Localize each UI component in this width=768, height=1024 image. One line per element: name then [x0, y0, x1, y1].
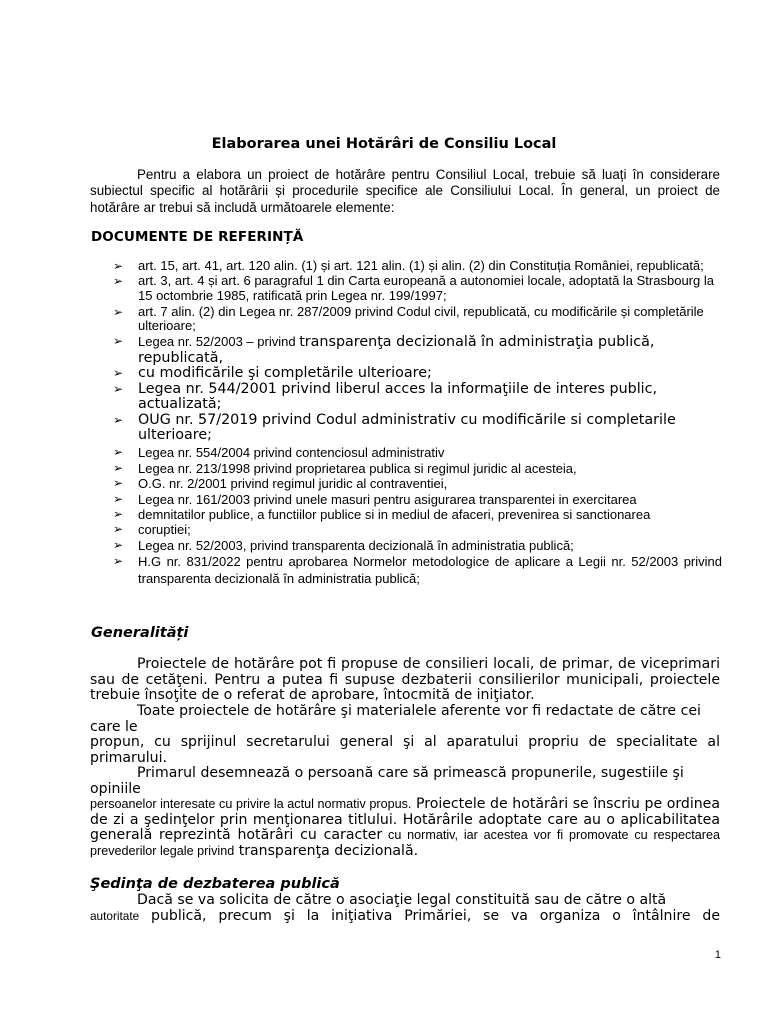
bullet-arrow-icon: ➢: [113, 381, 124, 396]
bullet-arrow-icon: ➢: [113, 491, 124, 506]
general-paragraph-3-rest: persoanelor interesate cu privire la actul normativ propus. Proiectele de hotărâri se înscriu pe ordinea de zi a şedinţelor prin menţionarea titlului. Hotărârile adoptate care au o aplicabilitatea generală reprezintă hotărâri cu caracter cu normativ, iar acestea vor fi promovate cu respectarea prevederilor legale privind transparenţa decizională.: [90, 796, 720, 859]
list-item: ➢ art. 7 alin. (2) din Legea nr. 287/2009 privind Codul civil, republicată, cu modificările și completările ulterioare;: [113, 303, 704, 334]
general-paragraph-2-rest: propun, cu sprijinul secretarului general şi al aparatului propriu de specialitate al primarului.: [90, 734, 720, 766]
page-number: 1: [714, 949, 721, 961]
list-item: ➢ Legea nr. 554/2004 privind contenciosul administrativ: [113, 445, 445, 461]
general-paragraph-1: Proiectele de hotărâre pot fi propuse de consilieri locali, de primar, de viceprimari sau de cetăţeni. Pentru a putea fi supuse dezbaterii consilierilor municipali, proiectele trebuie însoţite de o referat de aprobare, întocmită de iniţiator.: [90, 656, 720, 704]
general-paragraph-2-first-line: Toate proiectele de hotărâre şi materialele aferente vor fi redactate de către cei care le: [90, 703, 701, 735]
list-item: ➢ demnitatilor publice, a functiilor publice si in mediul de afaceri, prevenirea si sanctionarea: [113, 506, 651, 522]
list-item: ➢ art. 3, art. 4 și art. 6 paragraful 1 din Carta europeană a autonomiei locale, adoptată la Strasbourg la 15 octombrie 1985, ratificată prin Legea nr. 199/1997;: [113, 273, 714, 303]
intro-paragraph: [90, 167, 720, 216]
list-item: ➢ coruptiei;: [113, 522, 191, 538]
list-item: ➢ H.G nr. 831/2022 pentru aprobarea Normelor metodologice de aplicare a Legii nr. 52/2003 privind transparenta decizională în administratia publică;: [113, 554, 722, 587]
list-item: ➢ cu modificările şi completările ulterioare;: [113, 365, 432, 382]
list-item: ➢ O.G. nr. 2/2001 privind regimul juridic al contraventiei,: [113, 476, 448, 492]
bullet-arrow-icon: ➢: [113, 506, 124, 521]
bullet-arrow-icon: ➢: [113, 274, 124, 289]
bullet-arrow-icon: ➢: [113, 366, 124, 381]
list-item: ➢ OUG nr. 57/2019 privind Codul administrativ cu modificările si completarile ulterioare;: [113, 411, 676, 443]
list-item: ➢ Legea nr. 544/2001 privind liberul acces la informaţiile de interes public, actualizată;: [113, 380, 658, 413]
session-paragraph-second-line: autoritate publică, precum şi la iniţiativa Primăriei, se va organiza o întâlnire de: [90, 908, 720, 924]
intro-text: Pentru a elabora un proiect de hotărâre pentru Consiliul Local, trebuie să luați în considerare subiectul specific al hotărârii și procedurile specifice ale Consiliului Local. În general, un proiect de hotărâre ar trebui să includă următoarele elemente:: [90, 167, 720, 215]
general-heading: Generalități: [91, 625, 189, 641]
bullet-arrow-icon: ➢: [113, 259, 124, 273]
bullet-arrow-icon: ➢: [113, 554, 124, 569]
bullet-arrow-icon: ➢: [113, 476, 124, 491]
bullet-arrow-icon: ➢: [113, 537, 124, 552]
list-item: ➢ art. 15, art. 41, art. 120 alin. (1) și art. 121 alin. (1) și alin. (2) din Constituția României, republicată;: [113, 258, 704, 273]
list-item: ➢ Legea nr. 161/2003 privind unele masuri pentru asigurarea transparentei in exercitarea: [113, 491, 637, 507]
bullet-arrow-icon: ➢: [113, 334, 124, 349]
bullet-arrow-icon: ➢: [113, 304, 124, 319]
bullet-arrow-icon: ➢: [113, 412, 124, 427]
session-paragraph-first-line: Dacă se va solicita de către o asociaţie legal constituită sau de către o altă: [137, 892, 667, 908]
bullet-arrow-icon: ➢: [113, 522, 124, 537]
document-title: Elaborarea unei Hotărâri de Consiliu Local: [211, 136, 557, 152]
references-list: [0, 259, 768, 587]
general-paragraph-3-first-line: Primarul desemnează o persoană care să primească propunerile, sugestiile şi opiniile: [90, 765, 684, 797]
session-heading: Şedinţa de dezbaterea publică: [90, 876, 340, 892]
list-item: ➢ Legea nr. 52/2003, privind transparenta decizională în administratia publică;: [113, 537, 574, 553]
list-item: ➢ Legea nr. 52/2003 – privind transparenţa decizională în administraţia publică, republicată,: [113, 334, 655, 366]
list-item: ➢ Legea nr. 213/1998 privind proprietarea publica si regimul juridic al acesteia,: [113, 460, 577, 476]
references-heading: DOCUMENTE DE REFERINȚĂ: [91, 229, 304, 245]
bullet-arrow-icon: ➢: [113, 460, 124, 475]
bullet-arrow-icon: ➢: [113, 445, 124, 460]
